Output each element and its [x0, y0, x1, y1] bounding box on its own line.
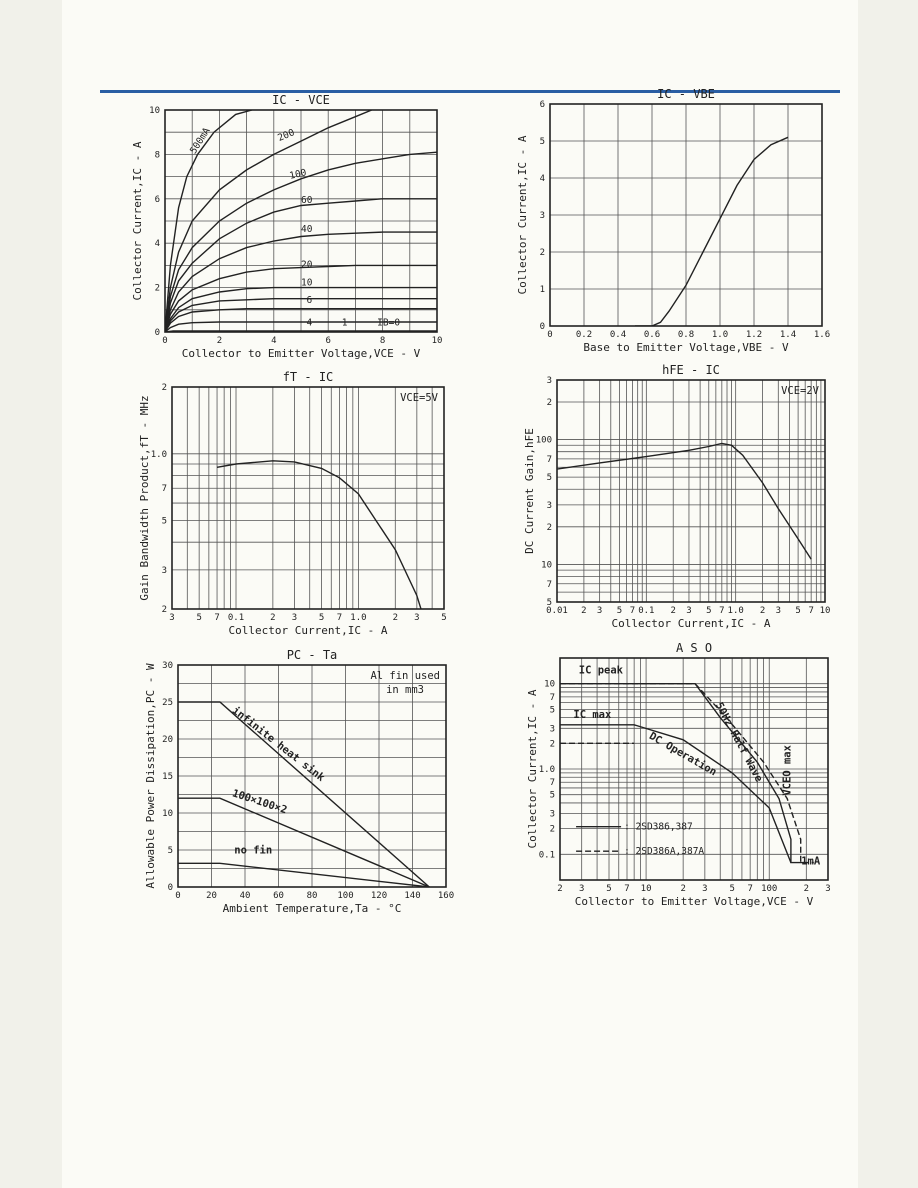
x-tick-label: 7 — [747, 884, 753, 894]
plot-frame — [557, 380, 825, 602]
y-tick-label: 4 — [539, 174, 545, 184]
x-tick-label: 3 — [686, 606, 692, 616]
series-label: infinite heat sink — [229, 704, 327, 785]
y-tick-label: 5 — [167, 846, 173, 856]
x-tick-label: 1.0 — [711, 330, 729, 340]
x-axis-label: Ambient Temperature,Ta - °C — [222, 902, 402, 915]
x-tick-label: 160 — [437, 891, 455, 901]
x-tick-label: 2 — [680, 884, 686, 894]
series-label: 1mA — [801, 855, 821, 868]
series-label: 100×100×2 — [230, 787, 289, 817]
y-tick-label: 3 — [161, 565, 167, 576]
y-tick-label: 5 — [546, 598, 552, 608]
x-tick-label: 0.1 — [227, 613, 245, 623]
x-tick-label: 2 — [216, 336, 223, 346]
y-tick-label: 5 — [549, 705, 555, 716]
x-tick-label: 0 — [175, 891, 181, 901]
series-label: no fin — [234, 844, 273, 857]
y-tick-label: 100 — [535, 435, 552, 446]
y-axis-label: Collector Current,IC - A — [131, 141, 144, 301]
y-axis-label: Gain Bandwidth Product,fT - MHz — [138, 395, 151, 601]
y-tick-label: 1.0 — [150, 449, 167, 460]
y-tick-label: 2 — [546, 397, 552, 408]
x-tick-label: 7 — [214, 613, 220, 623]
series-line-2 — [178, 863, 429, 887]
y-tick-label: 0 — [539, 322, 545, 332]
y-tick-label: 2 — [161, 605, 167, 615]
y-tick-label: 3 — [539, 211, 545, 221]
legend-entry: : 2SD386,387 — [624, 821, 693, 833]
chart-title: hFE - IC — [662, 363, 720, 377]
y-tick-label: 5 — [549, 790, 555, 801]
y-axis-label: Collector Current,IC - A — [516, 135, 529, 295]
y-tick-label: 10 — [541, 560, 552, 571]
y-tick-label: 3 — [549, 809, 555, 820]
x-tick-label: 0 — [547, 330, 553, 340]
grid — [172, 387, 444, 609]
chart-ic-vce — [120, 88, 460, 366]
y-tick-label: 5 — [546, 473, 552, 484]
y-tick-label: 5 — [539, 137, 545, 147]
x-tick-label: 3 — [702, 884, 708, 894]
x-tick-label: 100 — [337, 891, 354, 901]
y-tick-label: 2 — [549, 824, 555, 835]
x-tick-label: 6 — [325, 336, 331, 346]
series-label: IC peak — [578, 664, 624, 677]
chart-title: fT - IC — [282, 370, 334, 384]
x-tick-label: 4 — [271, 336, 277, 346]
x-tick-label: 120 — [370, 891, 388, 901]
series-label: 60 — [301, 195, 313, 207]
y-axis-label: Collector Current,IC - A — [526, 689, 539, 849]
x-tick-label: 7 — [629, 606, 636, 616]
chart-hfe-ic — [510, 360, 845, 638]
y-tick-label: 1 — [539, 285, 545, 295]
x-tick-label: 5 — [606, 884, 612, 894]
y-tick-label: 2 — [546, 522, 552, 533]
x-tick-label: 5 — [706, 606, 712, 616]
y-tick-label: 0 — [154, 328, 160, 338]
x-tick-label: 7 — [719, 606, 725, 616]
y-tick-label: 8 — [154, 150, 160, 161]
grid — [557, 380, 825, 602]
y-tick-label: 7 — [549, 778, 555, 789]
x-axis-label: Collector to Emitter Voltage,VCE - V — [181, 347, 421, 360]
series-line-1 — [178, 798, 429, 887]
x-tick-label: 140 — [404, 891, 421, 901]
series-label: 100 — [288, 167, 308, 182]
x-tick-label: 5 — [795, 606, 801, 616]
x-tick-label: 100 — [761, 884, 778, 894]
y-tick-label: 6 — [154, 194, 160, 205]
plot-frame — [172, 387, 444, 609]
series-label: IB=0 — [377, 317, 401, 329]
x-tick-label: 7 — [808, 606, 814, 616]
condition-annotation-2: in mm3 — [386, 684, 424, 696]
x-tick-label: 0 — [162, 336, 168, 346]
y-tick-label: 15 — [162, 772, 173, 782]
chart-title: PC - Ta — [286, 648, 338, 662]
chart-pc-ta — [140, 643, 460, 923]
x-tick-label: 0.2 — [575, 330, 593, 340]
x-tick-label: 2 — [581, 606, 587, 616]
x-tick-label: 5 — [441, 613, 447, 623]
y-tick-label: 7 — [546, 454, 552, 465]
chart-title: IC - VBE — [657, 87, 715, 101]
x-axis-label: Collector Current,IC - A — [611, 617, 771, 630]
series-label: 20 — [301, 259, 313, 271]
x-tick-label: 8 — [379, 336, 386, 346]
x-tick-label: 7 — [624, 884, 630, 894]
x-tick-label: 0.1 — [638, 606, 655, 616]
x-tick-label: 7 — [336, 613, 343, 623]
y-tick-label: 3 — [549, 724, 555, 735]
y-tick-label: 3 — [546, 500, 552, 511]
x-tick-label: 3 — [775, 606, 782, 616]
x-tick-label: 0.01 — [546, 606, 568, 616]
series-label: IC max — [573, 708, 612, 721]
x-tick-label: 3 — [578, 884, 585, 894]
x-tick-label: 1.2 — [745, 330, 763, 340]
x-tick-label: 1.4 — [779, 330, 797, 340]
y-tick-label: 2 — [539, 248, 545, 258]
x-tick-label: 1.0 — [727, 606, 744, 616]
x-tick-label: 5 — [196, 613, 202, 623]
chart-ic-vbe — [510, 80, 845, 360]
x-tick-label: 10 — [640, 884, 652, 894]
y-tick-label: 25 — [162, 698, 173, 708]
x-tick-label: 0.4 — [609, 330, 627, 340]
y-tick-label: 7 — [161, 484, 167, 495]
x-tick-label: 0.6 — [643, 330, 661, 340]
x-tick-label: 3 — [596, 606, 603, 616]
x-tick-label: 60 — [273, 891, 284, 901]
condition-annotation: VCE=2V — [781, 385, 819, 397]
series-label: 200 — [276, 127, 297, 144]
y-tick-label: 2 — [549, 739, 555, 750]
x-tick-label: 0.8 — [677, 330, 695, 340]
y-tick-label: 10 — [149, 106, 160, 116]
x-tick-label: 3 — [291, 613, 298, 623]
grid — [550, 104, 822, 326]
x-tick-label: 5 — [318, 613, 325, 623]
y-tick-label: 4 — [154, 239, 160, 250]
x-tick-label: 2 — [670, 606, 676, 616]
x-axis-label: Base to Emitter Voltage,VBE - V — [583, 341, 789, 354]
x-tick-label: 10 — [819, 606, 831, 616]
y-axis-label: DC Current Gain,hFE — [523, 428, 536, 554]
y-tick-label: 0.1 — [538, 850, 555, 861]
series-label: 6 — [306, 295, 313, 307]
series-label: 50Hz Half Wave — [712, 700, 765, 785]
y-tick-label: 2 — [154, 283, 160, 294]
y-tick-label: 6 — [539, 100, 545, 110]
series-label: DC Operation — [646, 730, 719, 779]
x-tick-label: 1.0 — [350, 613, 367, 623]
chart-title: A S O — [675, 641, 713, 655]
series-label: 10 — [301, 277, 313, 289]
x-axis-label: Collector to Emitter Voltage,VCE - V — [574, 895, 814, 908]
y-axis-label: Allowable Power Dissipation,PC - W — [144, 663, 157, 889]
x-tick-label: 2 — [759, 606, 766, 616]
x-tick-label: 5 — [616, 606, 623, 616]
condition-annotation: Al fin used — [370, 670, 440, 682]
x-tick-label: 20 — [206, 891, 217, 901]
x-tick-label: 40 — [239, 891, 251, 901]
x-tick-label: 2 — [557, 884, 563, 894]
legend-entry: : 2SD386A,387A — [624, 846, 705, 858]
series-line-0 — [217, 461, 425, 622]
series-label: 500mA — [188, 125, 213, 156]
x-tick-label: 3 — [169, 613, 175, 623]
y-tick-label: 7 — [546, 579, 552, 590]
x-axis-label: Collector Current,IC - A — [228, 624, 388, 637]
x-tick-label: 10 — [431, 336, 443, 346]
condition-annotation: VCE=5V — [400, 392, 438, 404]
y-tick-label: 7 — [549, 692, 555, 703]
y-tick-label: 10 — [544, 679, 555, 690]
series-line-0 — [635, 137, 788, 326]
series-label: 4 — [306, 317, 313, 329]
y-tick-label: 3 — [546, 376, 552, 386]
y-tick-label: 1.0 — [538, 765, 555, 775]
series-line-0 — [557, 444, 811, 560]
y-tick-label: 5 — [161, 516, 167, 527]
y-tick-label: 10 — [162, 809, 173, 819]
chart-title: IC - VCE — [272, 93, 330, 107]
series-label: 40 — [301, 224, 313, 236]
x-tick-label: 1.6 — [813, 330, 831, 340]
y-tick-label: 20 — [162, 735, 173, 745]
x-tick-label: 2 — [803, 884, 810, 894]
x-tick-label: 3 — [825, 884, 831, 894]
y-tick-label: 2 — [161, 383, 167, 393]
x-tick-label: 2 — [270, 613, 276, 623]
x-tick-label: 80 — [306, 891, 318, 901]
y-tick-label: 0 — [167, 883, 173, 893]
series-label: 1 — [341, 317, 348, 329]
series-label: VCEO max — [781, 745, 794, 796]
x-tick-label: 3 — [414, 613, 420, 623]
chart-ft-ic — [125, 363, 460, 643]
x-tick-label: 2 — [392, 613, 398, 623]
chart-aso — [515, 635, 845, 910]
x-tick-label: 5 — [729, 884, 735, 894]
y-tick-label: 30 — [162, 661, 173, 671]
